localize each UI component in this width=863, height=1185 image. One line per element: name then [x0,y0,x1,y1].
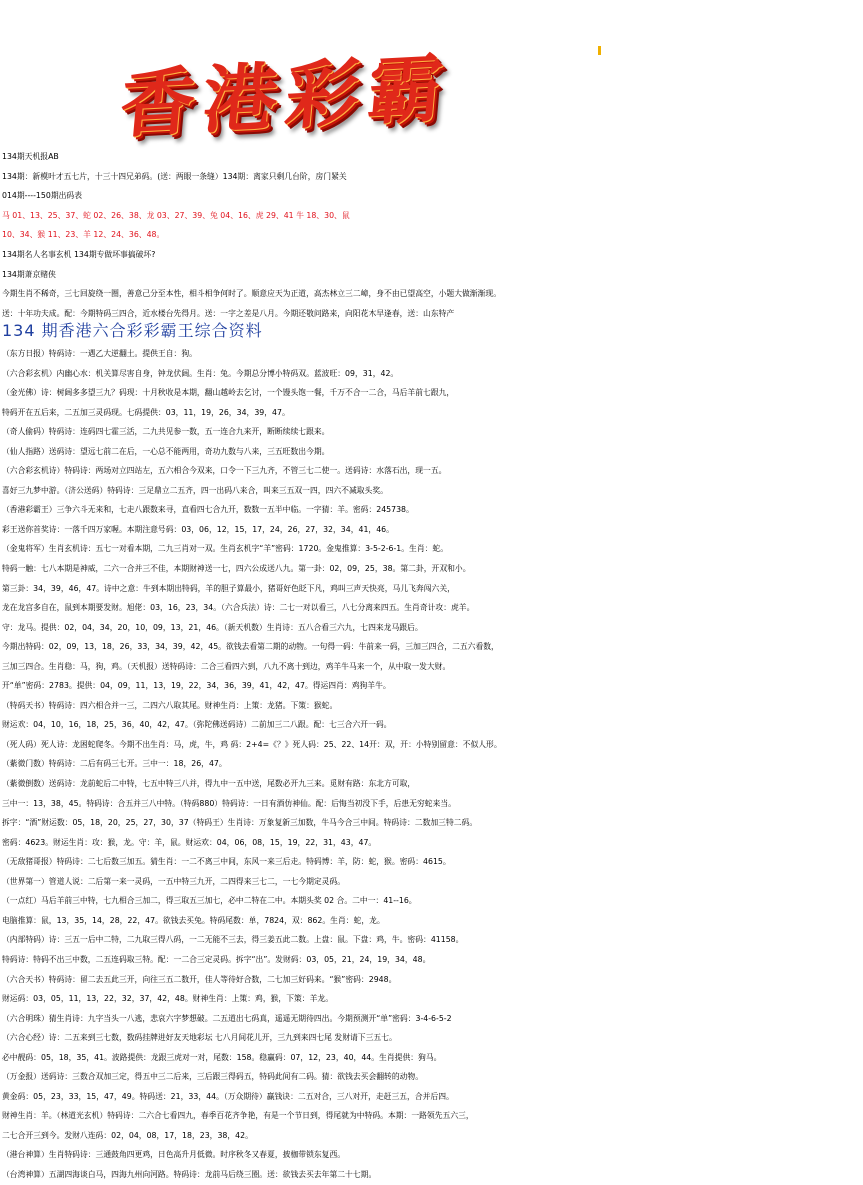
body-line: （香港彩霸王）三争六斗无来和，七走八跟数来寻，直看四七合九开，数数一五半中临。一字猜：羊。密码：245738。 [2,505,414,515]
body-line: （六合心经）诗：二五来到三七数，数码挂牌进好友天地彩坛 七八月间花儿开，三九到来四七尾 发财请下三五七。 [2,1033,397,1043]
body-line: 拆字：“酒”财运数：05，18，20，25，27，30，37（特码王）生肖诗：万象复新三加数，牛马今合三中间。特码诗：二数加三特二码。 [2,818,478,828]
body-line: （六合彩玄机诗）特码诗：两场对立四站左，五六相合今双来，口令一下三九齐，不管三七二使一。送码诗：水落石出，现一五。 [2,466,447,476]
header-line: 今期生肖不稀奇，三七回旋绕一圈，善意己分至本性，相斗相争何时了。顺意应天为正道，高杰林立三二嶂，身不由已望高空，小题大做渐渐现。 [2,289,501,299]
body-line: 守：龙马。提供：02，04，34，20，10，09，13，21，46。（新天机数）生肖诗：五八合看三六九，七四来龙马跟后。 [2,622,423,632]
body-line: 黄金码：05，23，33，15，47，49。特码送：21，33，44。（万众期待）赢钱诀：二五对合，三八对开，走赶三五，合并后四。 [2,1091,454,1101]
body-line: 三加三四合。生肖稳：马，狗，鸡。（天机报）送特码诗：二合三看四六到，八九不离十到边，鸡羊牛马来一个，从中取一发大财。 [2,661,451,671]
header-text-block [2,147,862,323]
body-line: 必中靓码：05，18，35，41。波路提供：龙跟三虎对一对，尾数：158。稳赢码：07，12，23，40，44。生肖提供：狗马。 [2,1052,442,1062]
body-line: 龙在龙宫多自在，鼠到本期要发财。旭佬：03，16，23，34。（六合兵法）诗：二七一对以看三，八七分离来四五。生肖奇计攻：虎羊。 [2,603,475,613]
body-line: （金光佛）诗：树阔多多望三九？码现：十月秋收是本期，翻山越岭去乞讨，一个馒头饱一餐，千万不合一二合，马后羊前七跟九， [2,388,455,398]
banner-logo [116,22,618,149]
body-line: （金鬼将军）生肖玄机诗：五七一对看本期，二九三肖对一双。生肖玄机字“羊”密码：1720。金鬼推算：3-5-2-6-1。生肖：蛇。 [2,544,449,554]
body-line: 财运码：03，05，11，13，22，32，37，42，48。财神生肖：上策：鸡，猴，下策：羊龙。 [2,994,333,1004]
body-line: （紫微倒数）送码诗：龙前蛇后二中特，七五中特三八并，得九中一五中送，尾数必开九三来。觅财有路：东北方可取， [2,779,416,789]
body-line: 开“单”密码：2783。提供：04，09，11，13，19，22，34，36，39，41，42，47。得运四肖：鸡狗羊牛。 [2,681,391,691]
body-line: （死人码）死人诗：龙困蛇爬冬。今期不出生肖：马，虎，牛，鸡 码：2+4=《？》死人码：25、22、14开：双，开：小特别留意：不似人形。 [2,739,502,749]
body-line: 财运欢：04，10，16，18，25，36，40，42，47。（弥陀佛送码诗）二前加三二八跟。配：七三合六开一码。 [2,720,392,730]
body-line: 喜好三九梦中游。（济公送码）特码诗：三足鼎立二五齐，四一出码八来合，叫来三五双一四，四六不减取头奖。 [2,485,388,495]
section-title: 134 期香港六合彩彩霸王综合资料 [2,321,263,340]
body-line: （东方日报）特码诗：一遇乙大逆翻土。提供王自：狗。 [2,349,197,358]
header-line: 134期名人名事玄机 134期专做坏事搞破坏? [2,249,156,259]
article-body [2,344,862,1185]
body-line: 特码一触：七八本期是神威，二六一合并三不佳，本期财神送一七，四六公成送八九。第一卦：02，09，25，38。第二卦，开双和小。 [2,564,471,574]
body-line: （六合彩玄机）内幽心水：机关算尽害自身，钟龙伏阔。生肖：兔。今期总分博小特码双。蓝波旺：09，31，42。 [2,368,399,378]
body-line: 电脑推算：鼠，13，35，14，28，22，47。欲钱去买兔。特码尾数：单，7824，双：862。生肖：蛇，龙。 [2,915,385,925]
body-line: （一点红）马后羊前三中特，七九相合三加二，得三取五三加七，必中二特在二中。本期头奖 02 合。二中一：41--16。 [2,896,417,906]
header-line: 送：十年功夫成。配：今期特码三四合，近水楼台先得月。送：一字之差是八月。今期还敬问路来，向阳花木早逢春，送：山东特产 [2,308,455,318]
body-line: 特码开在五后来，二五加三灵码现。七码提供：03，11，19，26，34，39，47。 [2,407,290,417]
body-line: （港台神算）生肖特码诗：三通鼓角四更鸡，日色高升月低微。时序秋冬又春夏，披枷带锁东复西。 [2,1150,346,1160]
body-line: 特码诗：特码不出三中数，二五连码取三特。配：一二合三定灵码。拆字“出”。发财码：03，05，21，24，19，34，48。 [2,954,431,964]
body-line: （世界第一）管道人说：二后第一来一灵码，一五中特三九开，二四得来三七二，一七今期定灵码。 [2,876,346,886]
body-line: （六合天书）特码诗：留二去五此三开，向往三五二数开，佳人等待好合数，二七加三好码来。“猴”密码：2948。 [2,974,397,984]
body-line: （无敌猪哥报）特码诗：二七后数三加五。猜生肖：一二不离三中间，东风一来三后走。特码博：羊，防：蛇，猴。密码：4615。 [2,857,451,867]
body-line: 密码：4623。财运生肖：攻：猴，龙。守：羊，鼠。财运欢：04，06，08，15，19，22，31，43，47。 [2,837,377,847]
body-line: （台湾神算）五湖四海谈白马，四海九州向河路。特码诗：龙前马后绕三圈。送：欲钱去买去年第二十七期。 [2,1169,377,1179]
header-line: 134期天机报AB [2,152,59,161]
banner-title: 香港彩霸 [116,45,455,149]
body-line: 第三卦：34，39，46，47。诗中之意：牛到本期出特码，羊的胆子算最小，猪哥好色眨下凡，鸡叫三声天快亮，马儿飞奔闯六关， [2,583,455,593]
body-line: 二七合开三到今。发财八连码：02，04，08，17，18，23，38，42。 [2,1130,253,1140]
body-line: （奇人偷码）特码诗：连码四七霍三活，二九共见参一数，五一连合九来开，断断续续七跟来。 [2,427,330,437]
body-line: 财神生肖：羊。（林道光玄机）特码诗：二六合七看四九，春季百花齐争艳，有是一个节日到，得尾就为中特码。本期：一路领先五六三， [2,1111,474,1121]
body-line: 今期出特码：02，09，13，18，26，33，34，39，42，45。欲钱去看第二期的动物。一句得一码：牛前来一码，三加三四合，二五六看数， [2,642,499,652]
body-line: （六合明珠）猜生肖诗：九字当头一八逃，悲哀六字梦想破。二五道出七码真，遥遥无期待四出。今期预测开“单”密码：3-4-6-5-2 [2,1013,452,1023]
body-line: 彩王送你首奖诗：一落千四万家喔。本期注意号码：03，06，12，15，17，24，26，27，32，34，41，46。 [2,524,394,534]
body-line: （万金报）送码诗：三数合双加三定，得五中三二后来，三后跟三得码五，特码此间有二码。猜：欲钱去买会翻转的动物。 [2,1072,424,1082]
body-line: 三中一：13，38，45。特码诗：合五并三八中特。（特码880）特码诗：一日有酒仿神仙。配：后悔当初没下手，后患无穷蛇来当。 [2,798,456,808]
body-line: （特码天书）特码诗：四六相合并一三，二四六八取其尾。财神生肖：上策：龙猪。下策：猴蛇。 [2,700,338,710]
body-line: （紫微门数）特码诗：二后有码三七开。三中一：18，26，47。 [2,759,227,769]
body-line: （仙人指路）送码诗：望远七前二在后，一心总不能两用，奇功九数与八来，三五旺数出今期。 [2,446,330,456]
header-line: 134期：新模叶才五七片，十三十四兄弟码。(送：两眼一条缝）134期：离家只剩几台阶，房门紧关 [2,171,347,181]
header-line: 马 01、13、25、37、蛇 02、26、38、龙 03、27、39、兔 04、16、虎 29、41 牛 18、30、鼠 [2,210,350,220]
header-line: 014期----150期出码表 [2,191,83,201]
body-line: （内部特码）诗：三五一后中二特，二九取三得八码，一二无能不三去，得三姜五此二数。上盘：鼠。下盘：鸡，牛。密码：41158。 [2,935,464,945]
sparkle-decoration [598,46,601,55]
header-line: 134期萧京赌侠 [2,269,56,279]
header-line: 10、34、猴 11、23、羊 12、24、36、48。 [2,230,165,240]
